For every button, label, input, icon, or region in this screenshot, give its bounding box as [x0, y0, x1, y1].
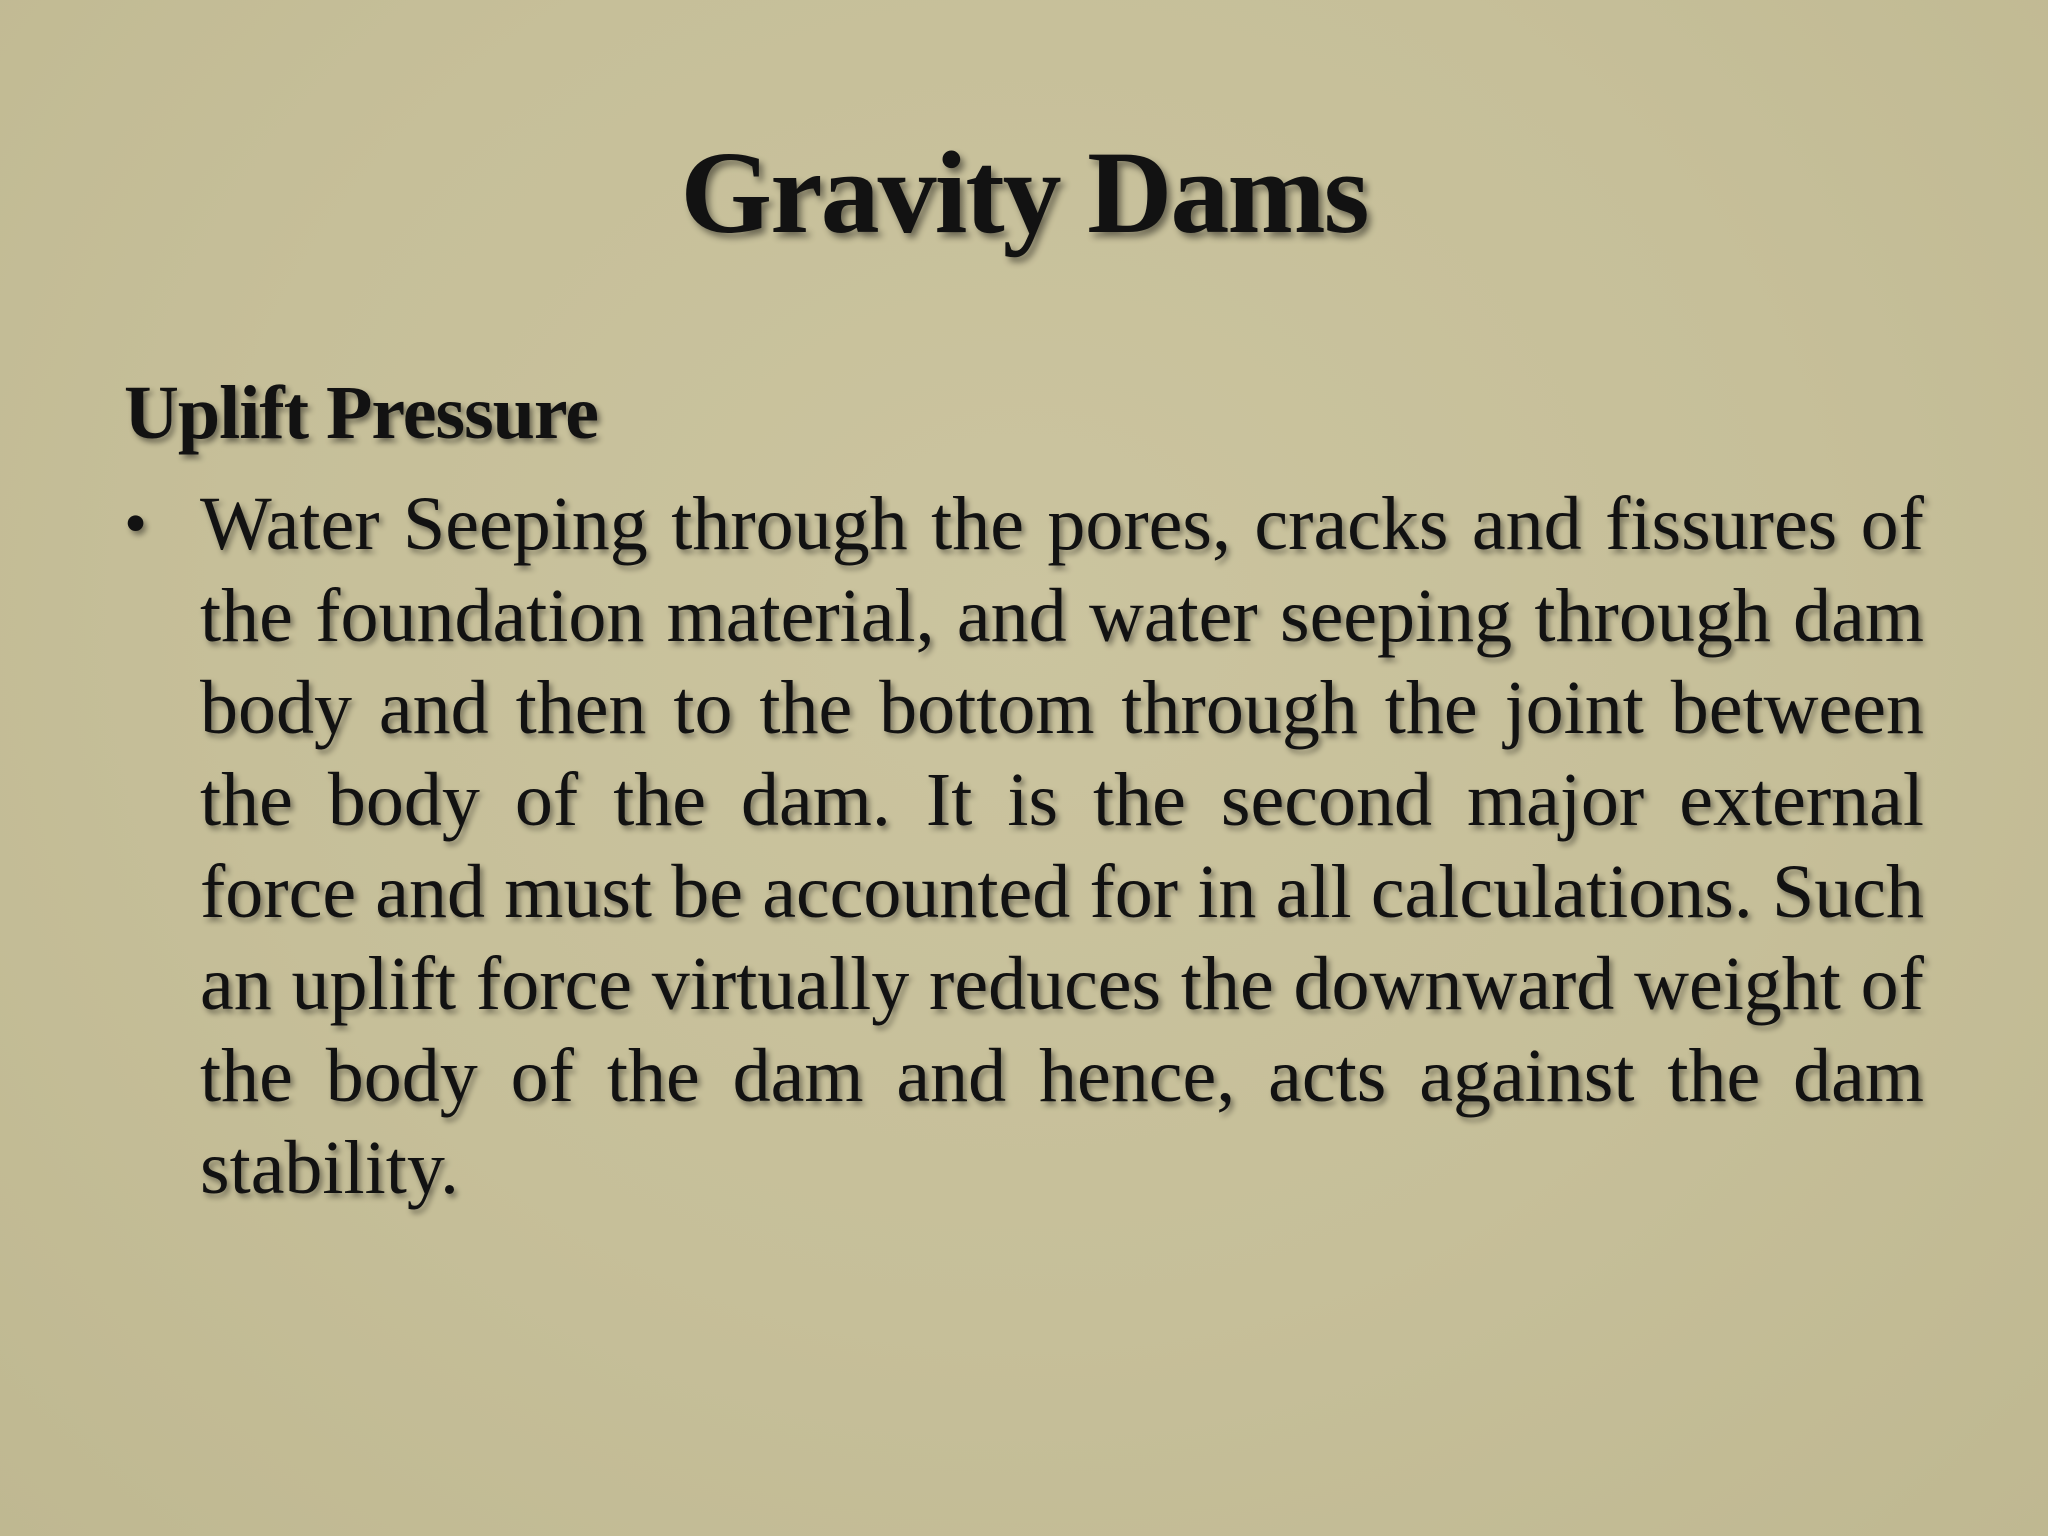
bullet-text: Water Seeping through the pores, cracks and fissures of the foundation material, and water seeping through dam body and then to the bottom through the joint between the body of the dam. It is the second major external force and must be accounted for in all calculations. Such an uplift force virtually reduces the downward weight of the body of the dam and hence, acts against the dam stability. [200, 482, 1924, 1210]
slide-title: Gravity Dams [680, 127, 1368, 258]
section-heading: Uplift Pressure [124, 371, 599, 455]
bullet-list [124, 478, 1924, 1214]
bullet-marker: • [124, 487, 148, 560]
bullet-item [124, 478, 1924, 1214]
